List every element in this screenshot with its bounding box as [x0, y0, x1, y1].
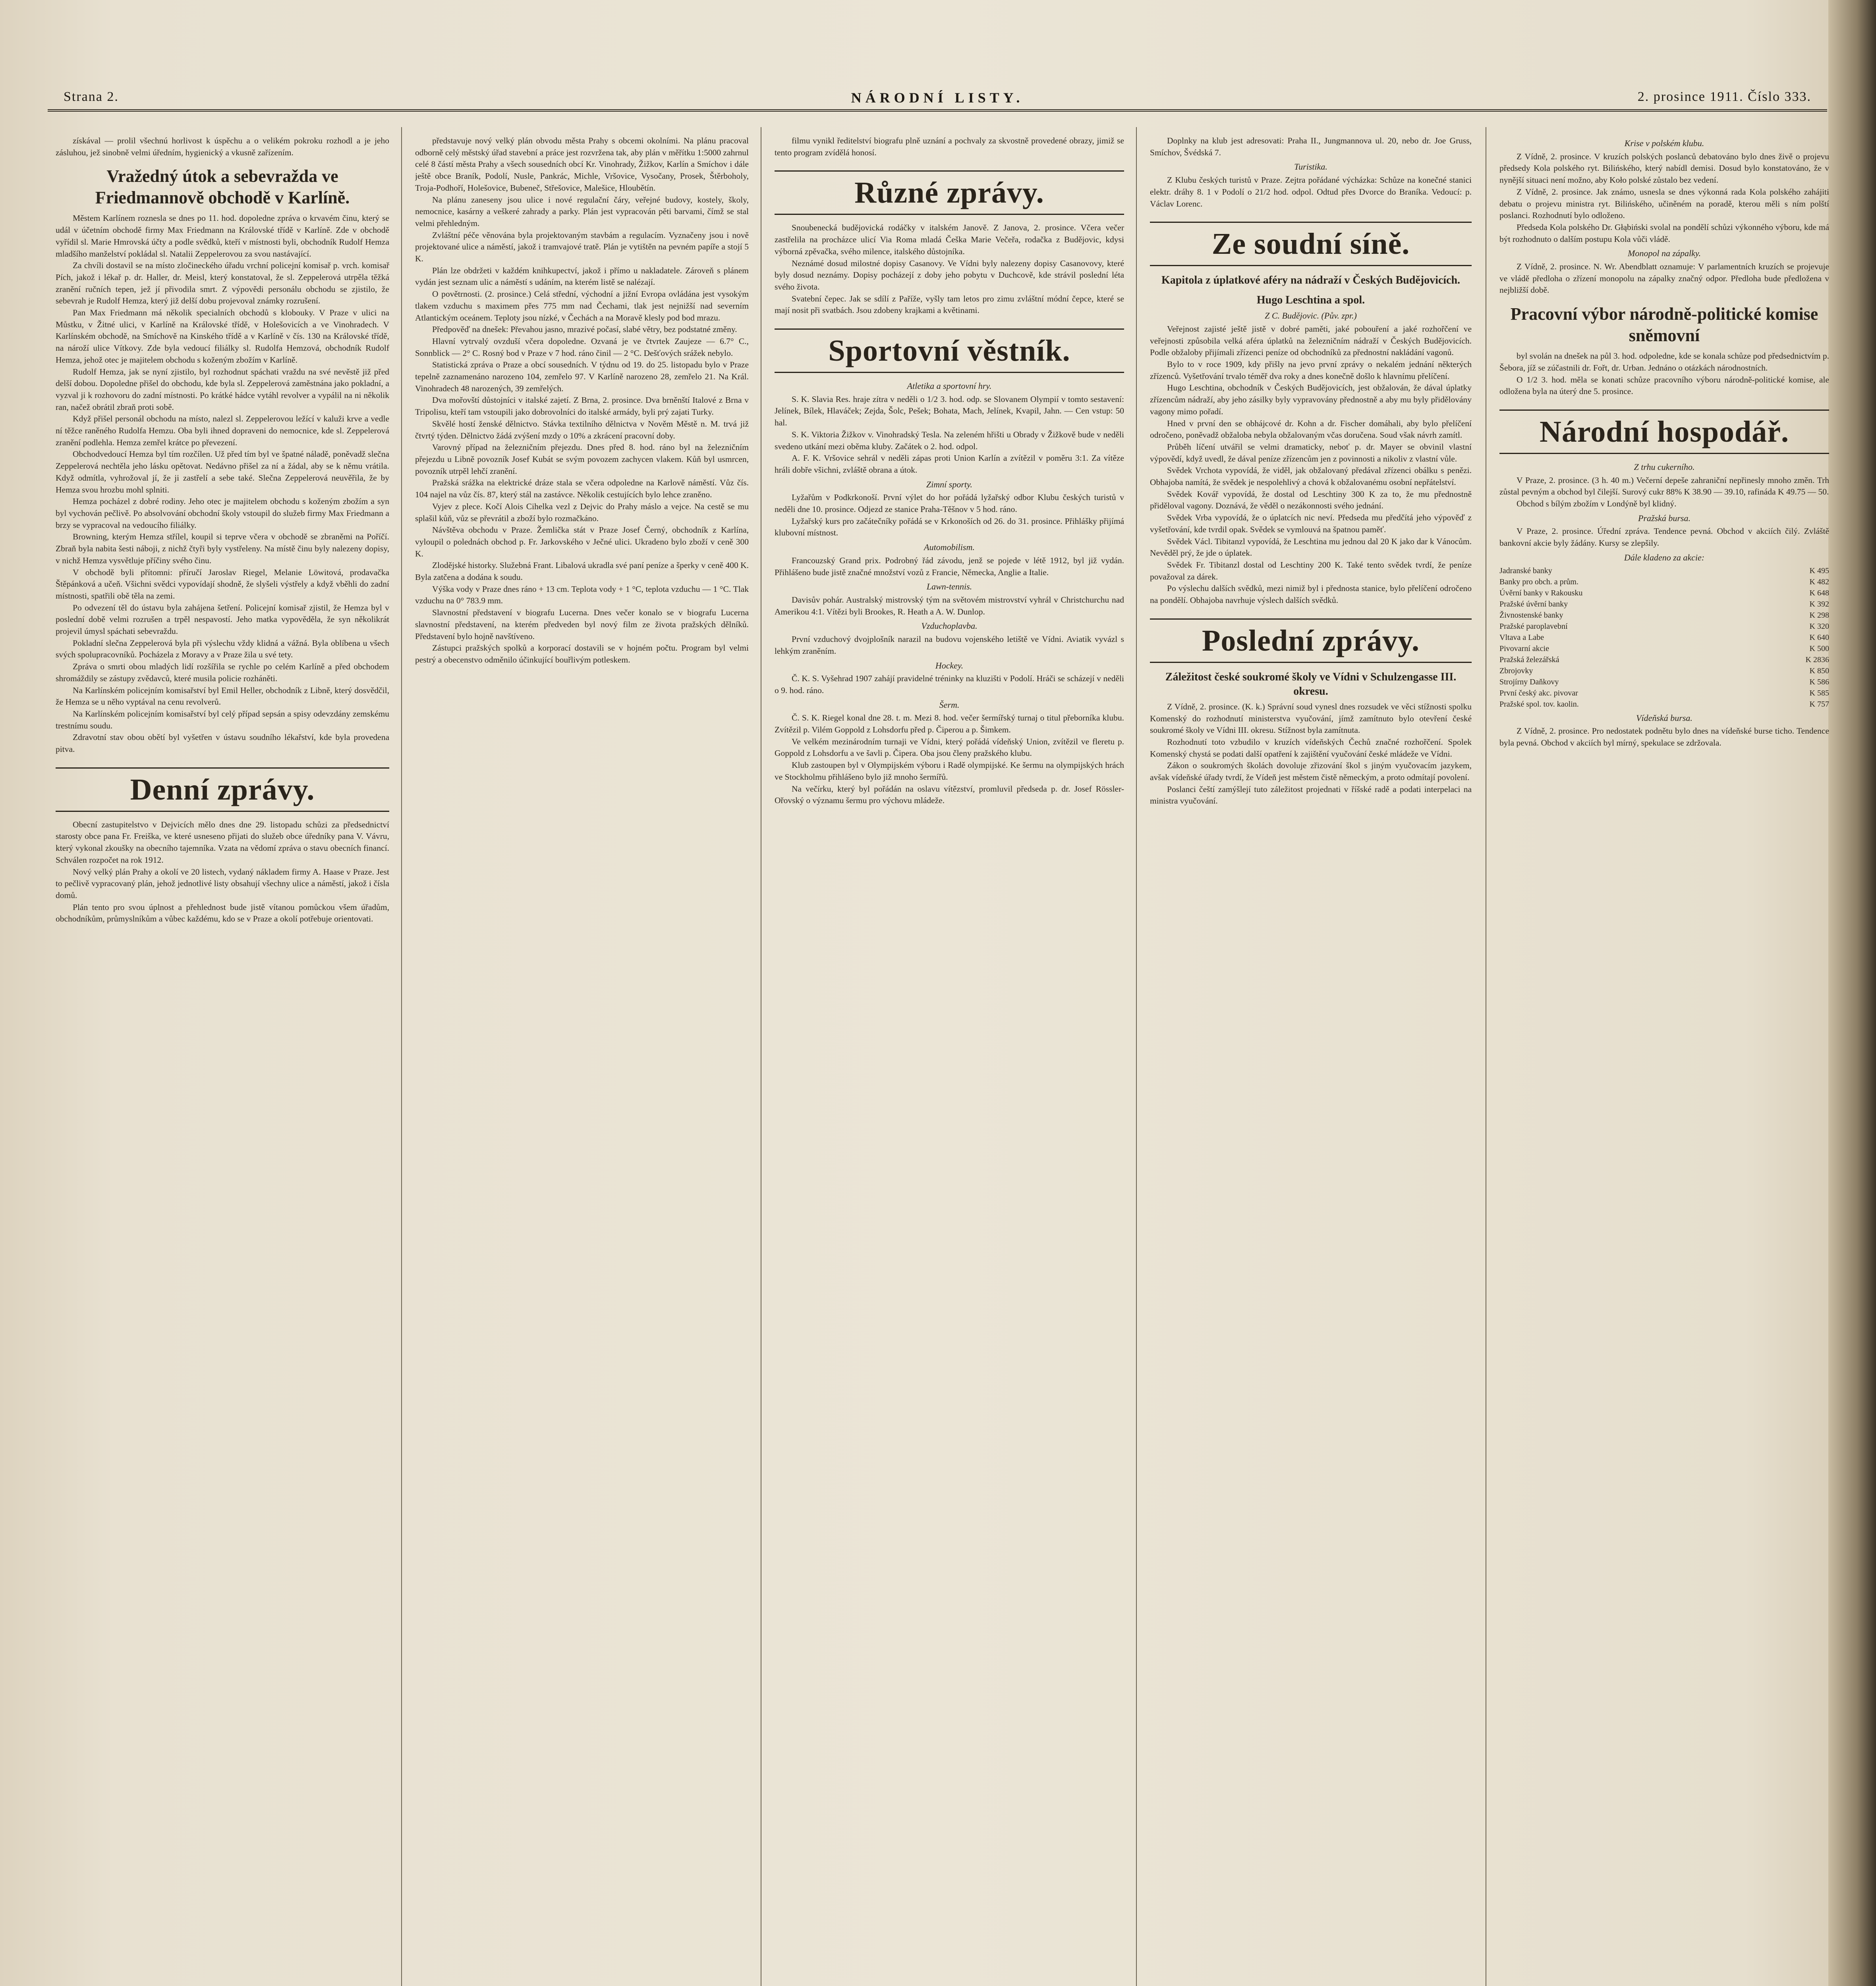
article-text: Davisův pohár. Australský mistrovský tým na světovém mistrovství vyhrál v Christchurchu nad Amerikou 4:1. Vítězi byli Brookes, R. Heath a A. W. Dunlop.	[775, 595, 1124, 616]
article-text: Skvělé hostí ženské dělnictvo. Stávka textilního dělnictva v Nověm Městě n. M. trvá již čtvrtý týden. Dělnictvo žádá zvýšení mzdy o 10% a zkrácení pracovní doby.	[415, 419, 749, 440]
article-text: Na Karlínském policejním komisařství byl Emil Heller, obchodník z Libně, který dosvědčil, že Hemza se u něho vyptával na cenu revolverů.	[56, 685, 389, 707]
article-text: byl svolán na dnešek na půl 3. hod. odpoledne, kde se konala schůze pod předsednictvím p. Šebora, jíž se zúčastnili dr. Fořt, dr. Urban. Jednáno o otázkách národnostních.	[1499, 351, 1829, 373]
article-text: O povětrnosti. (2. prosince.) Celá střední, východní a jižní Evropa ovládána jest vysokým tlakem vzduchu s maximem přes 775 mm nad Čechami, tlak jest nejnižší nad severním Atlantickým oceánem. Teploty jsou nízké, v Čechách a na Moravě klesly pod bod mrazu.	[415, 289, 749, 323]
article-text: Za chvíli dostavil se na místo zločineckého úřadu vrchní policejní komisař p. vrch. komisař Pích, jakož i lékař p. dr. Haller, dr. Meisl, který konstatoval, že sl. Zeppelerová utrpěla těžká zranění ručních tepen, jež jí přivodila smrt. Z výpovědi personálu obchodu se zjistilo, že sebevrah je Rudolf Hemza, který již delší dobu projevoval známky rozrušení.	[56, 261, 389, 306]
article-text: O 1/2 3. hod. měla se konati schůze pracovního výboru národně-politické komise, ale odložena byla na úterý dne 5. prosince.	[1499, 375, 1829, 396]
price-row	[1499, 665, 1829, 676]
section-headline: Ze soudní síně.	[1150, 222, 1472, 266]
article-text: Po odvezení těl do ústavu byla zahájena šetření. Policejní komisař zjistil, že Hemza byl v poslední době velmi rozrušen a trpěl nespavostí. Jeho matka vypověděla, že syn několikrát projevil úmysl spáchati sebevraždu.	[56, 603, 389, 636]
article-text: Veřejnost zajisté ještě jistě v dobré paměti, jaké pobouření a jaké rozhořčení ve veřejnosti způsobila velká aféra úplatků na železničním nádraží v Českých Budějovicích. Podle obžaloby přijímali zřízenci peníze od obchodníků za přednostní nakládání vagonů.	[1150, 324, 1472, 357]
article-text: Svědek Vrba vypovídá, že o úplatcích nic neví. Předseda mu předčítá jeho výpověď z vyšetřování, kde tvrdil opak. Svědek se vymlouvá na špatnou paměť.	[1150, 513, 1472, 534]
price-row	[1499, 587, 1829, 599]
article-text: Č. K. S. Vyšehrad 1907 zahájí pravidelné tréninky na kluzišti v Podolí. Hráči se scházejí v neděli o 9. hod. ráno.	[775, 674, 1124, 695]
article-text: Svědek Vrchota vypovídá, že viděl, jak obžalovaný předával zřízenci obálku s penězi. Obhajoba namítá, že svědek je nespolehlivý a chová k obžalovanému osobní nepřátelství.	[1150, 466, 1472, 487]
article-headline: Kapitola z úplatkové aféry na nádraží v Českých Budějovicích.	[1161, 274, 1461, 287]
price-name: Vltava a Labe	[1499, 633, 1544, 642]
section-headline: Sportovní věstník.	[775, 328, 1124, 373]
price-value: K 298	[1809, 610, 1829, 620]
article-text: Pan Max Friedmann má několik specialních obchodů s klobouky. V Praze v ulici na Můstku, v Žitné ulici, v Karlíně na Královské třídě, v Holešovicích a ve Vinohradech. V Karlínském obchodě, na Smíchově na Kinského třídě a v Karlíně v čís. 130 na Královské třídě, na nároží ulice Vítkovy. Zde byla vedoucí filiálky sl. Rudolfa Hemzová, obchodník Rudolf Hemza, jehož otec je majitelem obchodu s koženým zbožím v Karlíně.	[56, 308, 389, 365]
dateline: Z C. Budějovic. (Pův. zpr.)	[1265, 311, 1357, 321]
price-name: Pivovarní akcie	[1499, 644, 1549, 653]
article-headline: Vražedný útok a sebevražda ve Friedmannově obchodě v Karlíně.	[95, 166, 350, 208]
price-value: K 500	[1809, 644, 1829, 653]
article-text: Rudolf Hemza, jak se nyní zjistilo, byl rozhodnut spáchati vraždu na své nevěstě již před delší dobou. Dopoledne přišel do obchodu, kde byla sl. Zeppelerová zaměstnána jako pokladní, a vyzval ji k rozhovoru do zadní místnosti. Po krátké hádce vytáhl revolver a vypálil na ni několik ran, načež obrátil zbraň proti sobě.	[56, 367, 389, 412]
page-header	[48, 77, 1827, 112]
article-text: Doplnky na klub jest adresovati: Praha II., Jungmannova ul. 20, nebo dr. Joe Gruss, Smíchov, Švédská 7.	[1150, 136, 1472, 157]
price-row	[1499, 565, 1829, 576]
price-name: Úvěrní banky v Rakousku	[1499, 588, 1583, 597]
article-text: Hlavní vytrvalý ovzduší včera dopoledne. Ozvaná je ve čtvrtek Zaujeze — 6.7° C., Sonnblick — 2° C. Rosný bod v Praze v 7 hod. ráno činil — 2 °C. Dešťových srážek nebylo.	[415, 336, 749, 358]
article-text: Zlodějské historky. Služebná Frant. Libalová ukradla své paní peníze a šperky v ceně 400 K. Byla zatčena a dodána k soudu.	[415, 560, 749, 582]
column-5	[1499, 135, 1829, 1986]
article-text: představuje nový velký plán obvodu města Prahy s obcemi okolními. Na plánu pracoval odborně celý městský úřad stavební a práce jest rozvržena tak, aby plán v měřítku 1:5000 zahrnul celé 8 částí města Prahy a všech sousedních obcí Kr. Vinohrady, Žižkov, Karlín a Smíchov i dále ještě obce Braník, Podolí, Nusle, Pankrác, Michle, Vršovice, Vysočany, Prosek, Štěrboholy, Troja-Podhoří, Holešovice, Bubeneč, Střešovice, Malešice, Hloubětín.	[415, 136, 749, 193]
article-text: Na Karlínském policejním komisařství byl celý případ sepsán a spisy odevzdány zemskému trestnímu soudu.	[56, 709, 389, 730]
price-row	[1499, 688, 1829, 699]
price-row	[1499, 654, 1829, 665]
article-text: Plán lze obdržeti v každém knihkupectví, jakož i přímo u nakladatele. Zároveň s plánem vydán jest seznam ulic a náměstí s udáním, na kterém listě se nalézají.	[415, 265, 749, 287]
issue-date: 2. prosince 1911. Číslo 333.	[1637, 89, 1811, 104]
price-name: Pražské spol. tov. kaolin.	[1499, 699, 1579, 709]
price-row	[1499, 632, 1829, 643]
article-text: Obecní zastupitelstvo v Dejvicích mělo dnes dne 29. listopadu schůzi za předsednictví starosty obce pana Fr. Freiška, ve které usneseno přijati do služeb obce úředníky pana V. Vávru, který vykonal zkoušky na obecního tajemníka. Vzata na vědomí zpráva o stavu obecních financí. Schválen rozpočet na rok 1912.	[56, 819, 389, 865]
section-headline: Poslední zprávy.	[1150, 618, 1472, 663]
section-headline: Různé zprávy.	[775, 170, 1124, 215]
article-text: Neznámé dosud milostné dopisy Casanovy. Ve Vídni byly nalezeny dopisy Casanovovy, které byly dosud neznámy. Dopisy pocházejí z doby jeho pobytu v Duchcově, kde strávil poslední léta svého života.	[775, 258, 1124, 292]
price-name: První český akc. pivovar	[1499, 688, 1578, 697]
column-2	[415, 135, 749, 1986]
article-text: Z Vídně, 2. prosince. Jak známo, usnesla se dnes výkonná rada Kola polského zahájiti debatu o projevu ministra ryt. Bilińského, učiněném na poradě, kterou měli s ním polští poslanci. Rozhodnutí bylo odloženo.	[1499, 187, 1829, 220]
price-name: Živnostenské banky	[1499, 610, 1563, 620]
price-name: Jadranské banky	[1499, 566, 1552, 575]
article-text: Rozhodnutí toto vzbudilo v kruzích vídeňských Čechů značné rozhořčení. Spolek Komenský chystá se podati další opatření k zajištění vyučování české mládeže ve Vídni.	[1150, 737, 1472, 759]
subsection-title: Šerm.	[939, 699, 960, 710]
article-text: Zákon o soukromých školách dovoluje zřizování škol s jiným vyučovacím jazykem, avšak vídeňské úřady tvrdí, že Vídeň jest městem čistě německým, a proto odmítají povolení.	[1150, 761, 1472, 782]
article-text: Browning, kterým Hemza střílel, koupil si teprve včera v obchodě se zbraněmi na Poříčí. Zbraň byla nabita šesti náboji, z nichž čtyři byly vystřeleny. Na místě činu byly nalezeny dopisy, v nichž Hemza vysvětluje příčiny svého činu.	[56, 532, 389, 565]
price-row	[1499, 610, 1829, 621]
price-value: K 2836	[1805, 655, 1829, 664]
article-text: V Praze, 2. prosince. (3 h. 40 m.) Večerní depeše zahraniční nepřinesly mnoho změn. Trh zůstal pevným a obchod byl čilejší. Surový cukr 88% K 38.90 — 39.10, rafináda K 49.75 — 50.	[1499, 475, 1829, 497]
article-text: Z Vídně, 2. prosince. Pro nedostatek podnětu bylo dnes na vídeňské burse ticho. Tendence byla pevná. Obchod v akciích byl mírný, spekulace se zdržovala.	[1499, 726, 1829, 748]
article-text: Statistická zpráva o Praze a obcí sousedních. V týdnu od 19. do 25. listopadu bylo v Praze tepelně zaznamenáno narozeno 104, zemřelo 97. V Karlíně narozeno 28, zemřelo 21. Na Král. Vinohradech 48 narozených, 39 zemřelých.	[415, 360, 749, 393]
article-subheadline: Hugo Leschtina a spol.	[1256, 294, 1365, 307]
article-text: S. K. Viktoria Žižkov v. Vinohradský Tesla. Na zeleném hřišti u Obrady v Žižkově bude v neděli svedeno utkání mezi oběma kluby. Začátek o 2. hod. odpol.	[775, 429, 1124, 451]
article-text: Slavnostní představení v biografu Lucerna. Dnes večer konalo se v biografu Lucerna slavnostní představení, na kterém předveden byl nový film ze života pražských dělníků. Představení bylo hojně navštíveno.	[415, 608, 749, 641]
article-text: Ve velkém mezinárodním turnaji ve Vídni, který pořádá vídeňský Union, zvítězil ve fleretu p. Goppold z Lohsdorfu a ve šavli p. Čipera. Oba jsou členy pražského klubu.	[775, 736, 1124, 758]
price-value: K 757	[1809, 699, 1829, 709]
article-text: Varovný případ na železničním přejezdu. Dnes před 8. hod. ráno byl na železničním přejezdu u Libně povozník Josef Kubát se svým povozem zachycen vlakem. Kůň byl usmrcen, povozník utrpěl lehčí zranění.	[415, 442, 749, 476]
article-text: Vyjev z plece. Kočí Alois Cihelka vezl z Dejvic do Prahy máslo a vejce. Na cestě se mu splašil kůň, vůz se převrátil a zboží bylo rozmačkáno.	[415, 501, 749, 523]
article-text: Pražská srážka na elektrické dráze stala se včera odpoledne na Karlově náměstí. Vůz čís. 104 najel na vůz čís. 87, který stál na zastávce. Několik cestujících bylo lehce zraněno.	[415, 478, 749, 500]
price-value: K 586	[1809, 677, 1829, 686]
article-text: Když přišel personál obchodu na místo, nalezl sl. Zeppelerovou ležící v kaluži krve a vedle ní těžce raněného Rudolfa Hemzu. Oba byli ihned dopraveni do nemocnice, kde sl. Zeppelerová zranění podlehla. Hemza zemřel krátce po převezení.	[56, 414, 389, 447]
article-text: získával — prolil všechnú horlivost k úspěchu a o velikém pokroku rozhodl a je jeho zásluhou, jež sinobně velmi úředním, hygienický a vkusně zařízením.	[56, 136, 389, 157]
subsection-title: Krise v polském klubu.	[1624, 138, 1704, 148]
price-value: K 495	[1809, 566, 1829, 575]
article-headline: Záležitost české soukromé školy ve Vídni v Schulzengasse III. okresu.	[1165, 670, 1457, 697]
article-text: Zpráva o smrti obou mladých lidí rozšířila se rychle po celém Karlíně a před obchodem shromáždily se zástupy zvědavců, které musila policie rozháněti.	[56, 662, 389, 683]
article-text: Nový velký plán Prahy a okolí ve 20 listech, vydaný nákladem firmy A. Haase v Praze. Jest to pečlivě vypracovaný plán, jehož jednotlivé listy obsahují všechny ulice a náměstí, jakož i čísla domů.	[56, 867, 389, 900]
subsection-title: Vzduchoplavba.	[921, 621, 978, 631]
column-rule	[1136, 127, 1137, 1986]
page-spine-shadow	[1828, 0, 1876, 1986]
article-text: Hugo Leschtina, obchodník v Českých Budějovicích, jest obžalován, že dával úplatky zřízencům nádraží, aby jeho zásilky byly vypravovány přednostně a aby mu byly přidělovány vagony mimo pořadí.	[1150, 383, 1472, 416]
column-rule	[401, 127, 402, 1986]
article-text: Klub zastoupen byl v Olympijském výboru i Radě olympijské. Ke šermu na olympijských hrách ve Stockholmu přihlášeno bylo již mnoho šermířů.	[775, 760, 1124, 782]
price-row	[1499, 621, 1829, 632]
price-name: Zbrojovky	[1499, 666, 1533, 675]
article-text: Svatební čepec. Jak se sdílí z Paříže, vyšly tam letos pro zimu zvláštní módní čepce, které se mají nosit při svatbách. Jsou zdobeny krajkami a květinami.	[775, 294, 1124, 315]
price-row	[1499, 599, 1829, 610]
article-text: Z Vídně, 2. prosince. V kruzích polských poslanců debatováno bylo dnes živě o projevu předsedy Kola polského ryt. Bilińského, který nabídl demisi. Dosud bylo konstatováno, že v nynější situaci není možno, aby Koło polské zůstalo bez vedení.	[1499, 151, 1829, 185]
article-text: Č. S. K. Riegel konal dne 28. t. m. Mezi 8. hod. večer šermířský turnaj o titul přeborníka klubu. Zvítězil p. Vilém Goppold z Lohsdorfu před p. Čiperou a p. Šimkem.	[775, 713, 1124, 735]
price-row	[1499, 576, 1829, 587]
price-value: K 640	[1809, 633, 1829, 642]
article-text: Pokladní slečna Zeppelerová byla při výslechu vždy klidná a vážná. Byla oblíbena u všech svých spolupracovníků. Pocházela z Moravy a v Praze žila u své tety.	[56, 638, 389, 660]
price-list	[1499, 565, 1829, 710]
article-text: Na večírku, který byl pořádán na oslavu vítězství, promluvil předseda p. dr. Josef Rössler-Ořovský o významu šermu pro výchovu mládeže.	[775, 784, 1124, 806]
article-text: V Praze, 2. prosince. Úřední zpráva. Tendence pevná. Obchod v akciích čilý. Zvláště bankovní akcie byly žádány. Kursy se zlepšily.	[1499, 526, 1829, 548]
article-text: Lyžařský kurs pro začátečníky pořádá se v Krkonoších od 26. do 31. prosince. Přihlášky přijímá klubovní místnost.	[775, 516, 1124, 538]
article-headline: Pracovní výbor národně-politické komise sněmovní	[1510, 304, 1818, 346]
article-text: Francouzský Grand prix. Podrobný řád závodu, jenž se pojede v létě 1912, byl již vydán. Přihlášeno bude jistě značné množství vozů z Francie, Německa, Anglie a Italie.	[775, 555, 1124, 577]
article-text: Obchod s bílým zbožím v Londýně byl klidný.	[1517, 499, 1677, 509]
article-text: Zástupci pražských spolků a korporací dostavili se v hojném počtu. Program byl velmi pestrý a obecenstvo odměnilo účinkující bouřlivým potleskem.	[415, 643, 749, 665]
article-text: Snoubenecká budějovická rodáčky v italském Janově. Z Janova, 2. prosince. Včera večer zastřelila na procházce ulicí Via Roma mladá Češka Marie Večeřa, rodačka z Budějovic, kdysi výborná zpěvačka, svého milence, italského důstojníka.	[775, 223, 1124, 256]
price-name: Pražská železářská	[1499, 655, 1559, 664]
article-text: Návštěva obchodu v Praze. Žemlička stát v Praze Josef Černý, obchodník z Karlína, vyloupil o polednách obchod p. Fr. Jarkovského v Ječné ulici. Ukradeno bylo zboží v ceně 300 K.	[415, 525, 749, 558]
subsection-title: Atletika a sportovní hry.	[907, 381, 992, 391]
price-value: K 320	[1809, 622, 1829, 631]
article-text: Bylo to v roce 1909, kdy přišly na jevo první zprávy o nekalém jednání některých zřízenců. Vyšetřování trvalo téměř dva roky a dnes konečně došlo k hlavnímu přelíčení.	[1150, 359, 1472, 381]
page-number: Strana 2.	[64, 89, 119, 104]
price-value: K 482	[1809, 577, 1829, 586]
subsection-title: Turistika.	[1294, 162, 1327, 172]
subsection-title: Pražská bursa.	[1638, 513, 1691, 523]
subsection-title: Z trhu cukerního.	[1634, 462, 1695, 472]
price-value: K 392	[1809, 599, 1829, 609]
article-text: Zvláštní péče věnována byla projektovaným stavbám a regulacím. Vyznačeny jsou i nově projektované ulice a náměstí, jakož i tramvajové tratě. Plán je vytištěn na pevném papíře a stojí 5 K.	[415, 230, 749, 264]
article-text: Městem Karlínem roznesla se dnes po 11. hod. dopoledne zpráva o krvavém činu, který se udál v účetním obchodě firmy Max Friedmann na Královské třídě v Karlíně. Zde v obchodě vyřídil sl. Marie Hmrovská účty a podle svědků, kteří v místnosti byli, obchodník Rudolf Hemza mladšího manželství pokládal sl. Natalii Zeppelerovou za svou nastávající.	[56, 213, 389, 259]
article-text: Hned v první den se obhájcové dr. Kohn a dr. Fischer domáhali, aby bylo přelíčení odročeno, poněvadž obžaloba nebyla obžalovaným včas doručena. Soud však návrh zamítl.	[1150, 418, 1472, 440]
article-text: Z Vídně, 2. prosince. (K. k.) Správní soud vynesl dnes rozsudek ve věci stížnosti spolku Komenský do rozhodnutí ministerstva vyučování, jímž zamítnuto bylo otevření české soukromé školy ve Vídni III. okresu. Stížnost byla zamítnuta.	[1150, 701, 1472, 735]
article-text: Hemza pocházel z dobré rodiny. Jeho otec je majitelem obchodu s koženým zbožím a syn byl vychován pečlivě. Po absolvování obchodní školy vstoupil do služeb firmy Max Friedmann a brzy se vypracoval na vedoucího filiálky.	[56, 496, 389, 530]
article-text: S. K. Slavia Res. hraje zítra v neděli o 1/2 3. hod. odp. se Slovanem Olympií v tomto sestavení: Jelínek, Bílek, Hlaváček; Zejda, Šolc, Pešek; Bohata, Mach, Jelínek, Kvapil, Jahn. — Cen vstup: 50 hal.	[775, 394, 1124, 428]
article-text: Lyžařům v Podkrkonoší. První výlet do hor pořádá lyžařský odbor Klubu českých turistů v neděli dne 10. prosince. Odjezd ze stanice Praha-Těšnov v 5 hod. ráno.	[775, 493, 1124, 514]
article-text: Plán tento pro svou úplnost a přehlednost bude jistě vítanou pomůckou všem úřadům, obchodníkům, průmyslníkům a vůbec každému, kdo se v Praze a okolí potřebuje orientovati.	[56, 902, 389, 924]
column-3	[775, 135, 1124, 1986]
masthead-title: NÁRODNÍ LISTY.	[851, 90, 1024, 106]
price-row	[1499, 699, 1829, 710]
subsection-title: Vídeňská bursa.	[1636, 713, 1692, 723]
article-text: Zdravotní stav obou obětí byl vyšetřen v ústavu soudního lékařství, kde byla provedena pitva.	[56, 732, 389, 754]
article-text: Svědek Fr. Tibitanzl dostal od Leschtiny 200 K. Také tento svědek tvrdí, že peníze považoval za dárek.	[1150, 560, 1472, 582]
article-text: V obchodě byli přítomni: příručí Jaroslav Riegel, Melanie Löwitová, prodavačka Štěpánková a učeň. Všichni svědci vypovídají shodně, že slyšeli výstřely a když vběhli do zadní místnosti, spatřili obě těla na zemi.	[56, 567, 389, 601]
article-text: Po výslechu dalších svědků, mezi nimiž byl i přednosta stanice, bylo přelíčení odročeno na pondělí. Obhajoba navrhuje výslech dalších svědků.	[1150, 583, 1472, 605]
article-text: Z Klubu českých turistů v Praze. Zejtra pořádané výcházka: Schůze na konečné stanici elektr. dráhy 8. 1 v Podolí o 21/2 hod. odpol. Odtud přes Dvorce do Braníka. Vedoucí: p. Václav Lorenc.	[1150, 175, 1472, 209]
article-text: První vzduchový dvojplošník narazil na budovu vojenského letiště ve Vídni. Aviatik vyvázl s lehkým zraněním.	[775, 634, 1124, 656]
article-text: Poslanci čeští zamýšlejí tuto záležitost projednati v říšské radě a podati interpelaci na ministra vyučování.	[1150, 784, 1472, 806]
section-headline: Národní hospodář.	[1499, 410, 1829, 454]
article-text: Dva mořovští důstojníci v italské zajetí. Z Brna, 2. prosince. Dva brněnští Italové z Brna v Tripolisu, kteří tam vstoupili jako dobrovolníci do italské armády, byli prý zajati Turky.	[415, 395, 749, 417]
article-text: Průběh líčení utvářil se velmi dramaticky, neboť p. dr. Mayer se obvinil vlastní výpovědí, když uvedl, že dával peníze zřízencům jen z povinnosti a nikoliv z vlastní vůle.	[1150, 442, 1472, 464]
article-text: A. F. K. Vršovice sehrál v neděli zápas proti Union Karlín a zvítězil v poměru 3:1. Za vítěze hráli dobře všichni, zvláště obrana a útok.	[775, 453, 1124, 475]
article-text: Obchodvedoucí Hemza byl tím rozčílen. Už před tím byl ve špatné náladě, poněvadž slečna Zeppelerová nechtěla jeho lásku opětovat. Nedávno přišel za ní a žádal, aby se k němu vrátila. Když odmítla, vyhrožoval jí, že ji zastřelí a sebe také. Slečna Zeppelerová neuvěřila, že by Hemza svou hrozbu mohl splniti.	[56, 449, 389, 495]
price-name: Strojírny Daňkovy	[1499, 677, 1559, 686]
article-text: Na plánu zaneseny jsou ulice i nové regulační čáry, veřejné budovy, kostely, školy, nemocnice, kasárny a veškeré zahrady a parky. Plán jest vypracován pěti barvami, čímž se stal velmi přehledným.	[415, 195, 749, 228]
subsection-title: Monopol na zápalky.	[1628, 248, 1701, 259]
article-text: Výška vody v Praze dnes ráno + 13 cm. Teplota vody + 1 °C, teplota vzduchu — 1 °C. Tlak vzduchu na 0° 783.9 mm.	[415, 584, 749, 606]
price-row	[1499, 643, 1829, 654]
price-name: Pražské paroplavební	[1499, 622, 1568, 631]
subsection-title: Hockey.	[935, 660, 964, 670]
subsection-title: Automobilism.	[924, 542, 975, 553]
price-value: K 850	[1809, 666, 1829, 675]
section-headline: Denní zprávy.	[56, 767, 389, 812]
price-name: Pražské úvěrní banky	[1499, 599, 1568, 609]
price-name: Banky pro obch. a prům.	[1499, 577, 1578, 586]
subsection-title: Lawn-tennis.	[926, 582, 972, 592]
price-row	[1499, 676, 1829, 688]
price-list-title: Dále kladeno za akcie:	[1624, 552, 1705, 562]
article-text: Svědek Václ. Tibitanzl vypovídá, že Leschtina mu jednou dal 20 K jako dar k Vánocům. Nevěděl prý, že jde o úplatek.	[1150, 536, 1472, 558]
price-value: K 585	[1809, 688, 1829, 697]
subsection-title: Zimní sporty.	[926, 479, 973, 489]
article-text: filmu vynikl ředitelství biografu plně uznání a pochvaly za skvostně provedené obrazy, jimiž se tento program zvídělá honosí.	[775, 136, 1124, 157]
column-1	[56, 135, 389, 1986]
article-text: Z Vídně, 2. prosince. N. Wr. Abendblatt oznamuje: V parlamentních kruzích se projevuje ve vládě předloha o zřízení monopolu na zápalky značný odpor. Předloha bude předložena v nejbližší době.	[1499, 262, 1829, 295]
article-text: Svědek Kovář vypovídá, že dostal od Leschtiny 300 K za to, že mu přednostně přiděloval vagony. Doznává, že věděl o nezákonnosti svého jednání.	[1150, 489, 1472, 511]
column-4	[1150, 135, 1472, 1986]
price-value: K 648	[1809, 588, 1829, 597]
article-text: Předseda Kola polského Dr. Głąbiński svolal na pondělí schůzi výkonného výboru, kde má být rozhodnuto o dalším postupu Kola vůči vládě.	[1499, 222, 1829, 244]
article-text: Předpověď na dnešek: Převahou jasno, mrazivé počasí, slabé větry, bez podstatné změny.	[432, 325, 737, 334]
